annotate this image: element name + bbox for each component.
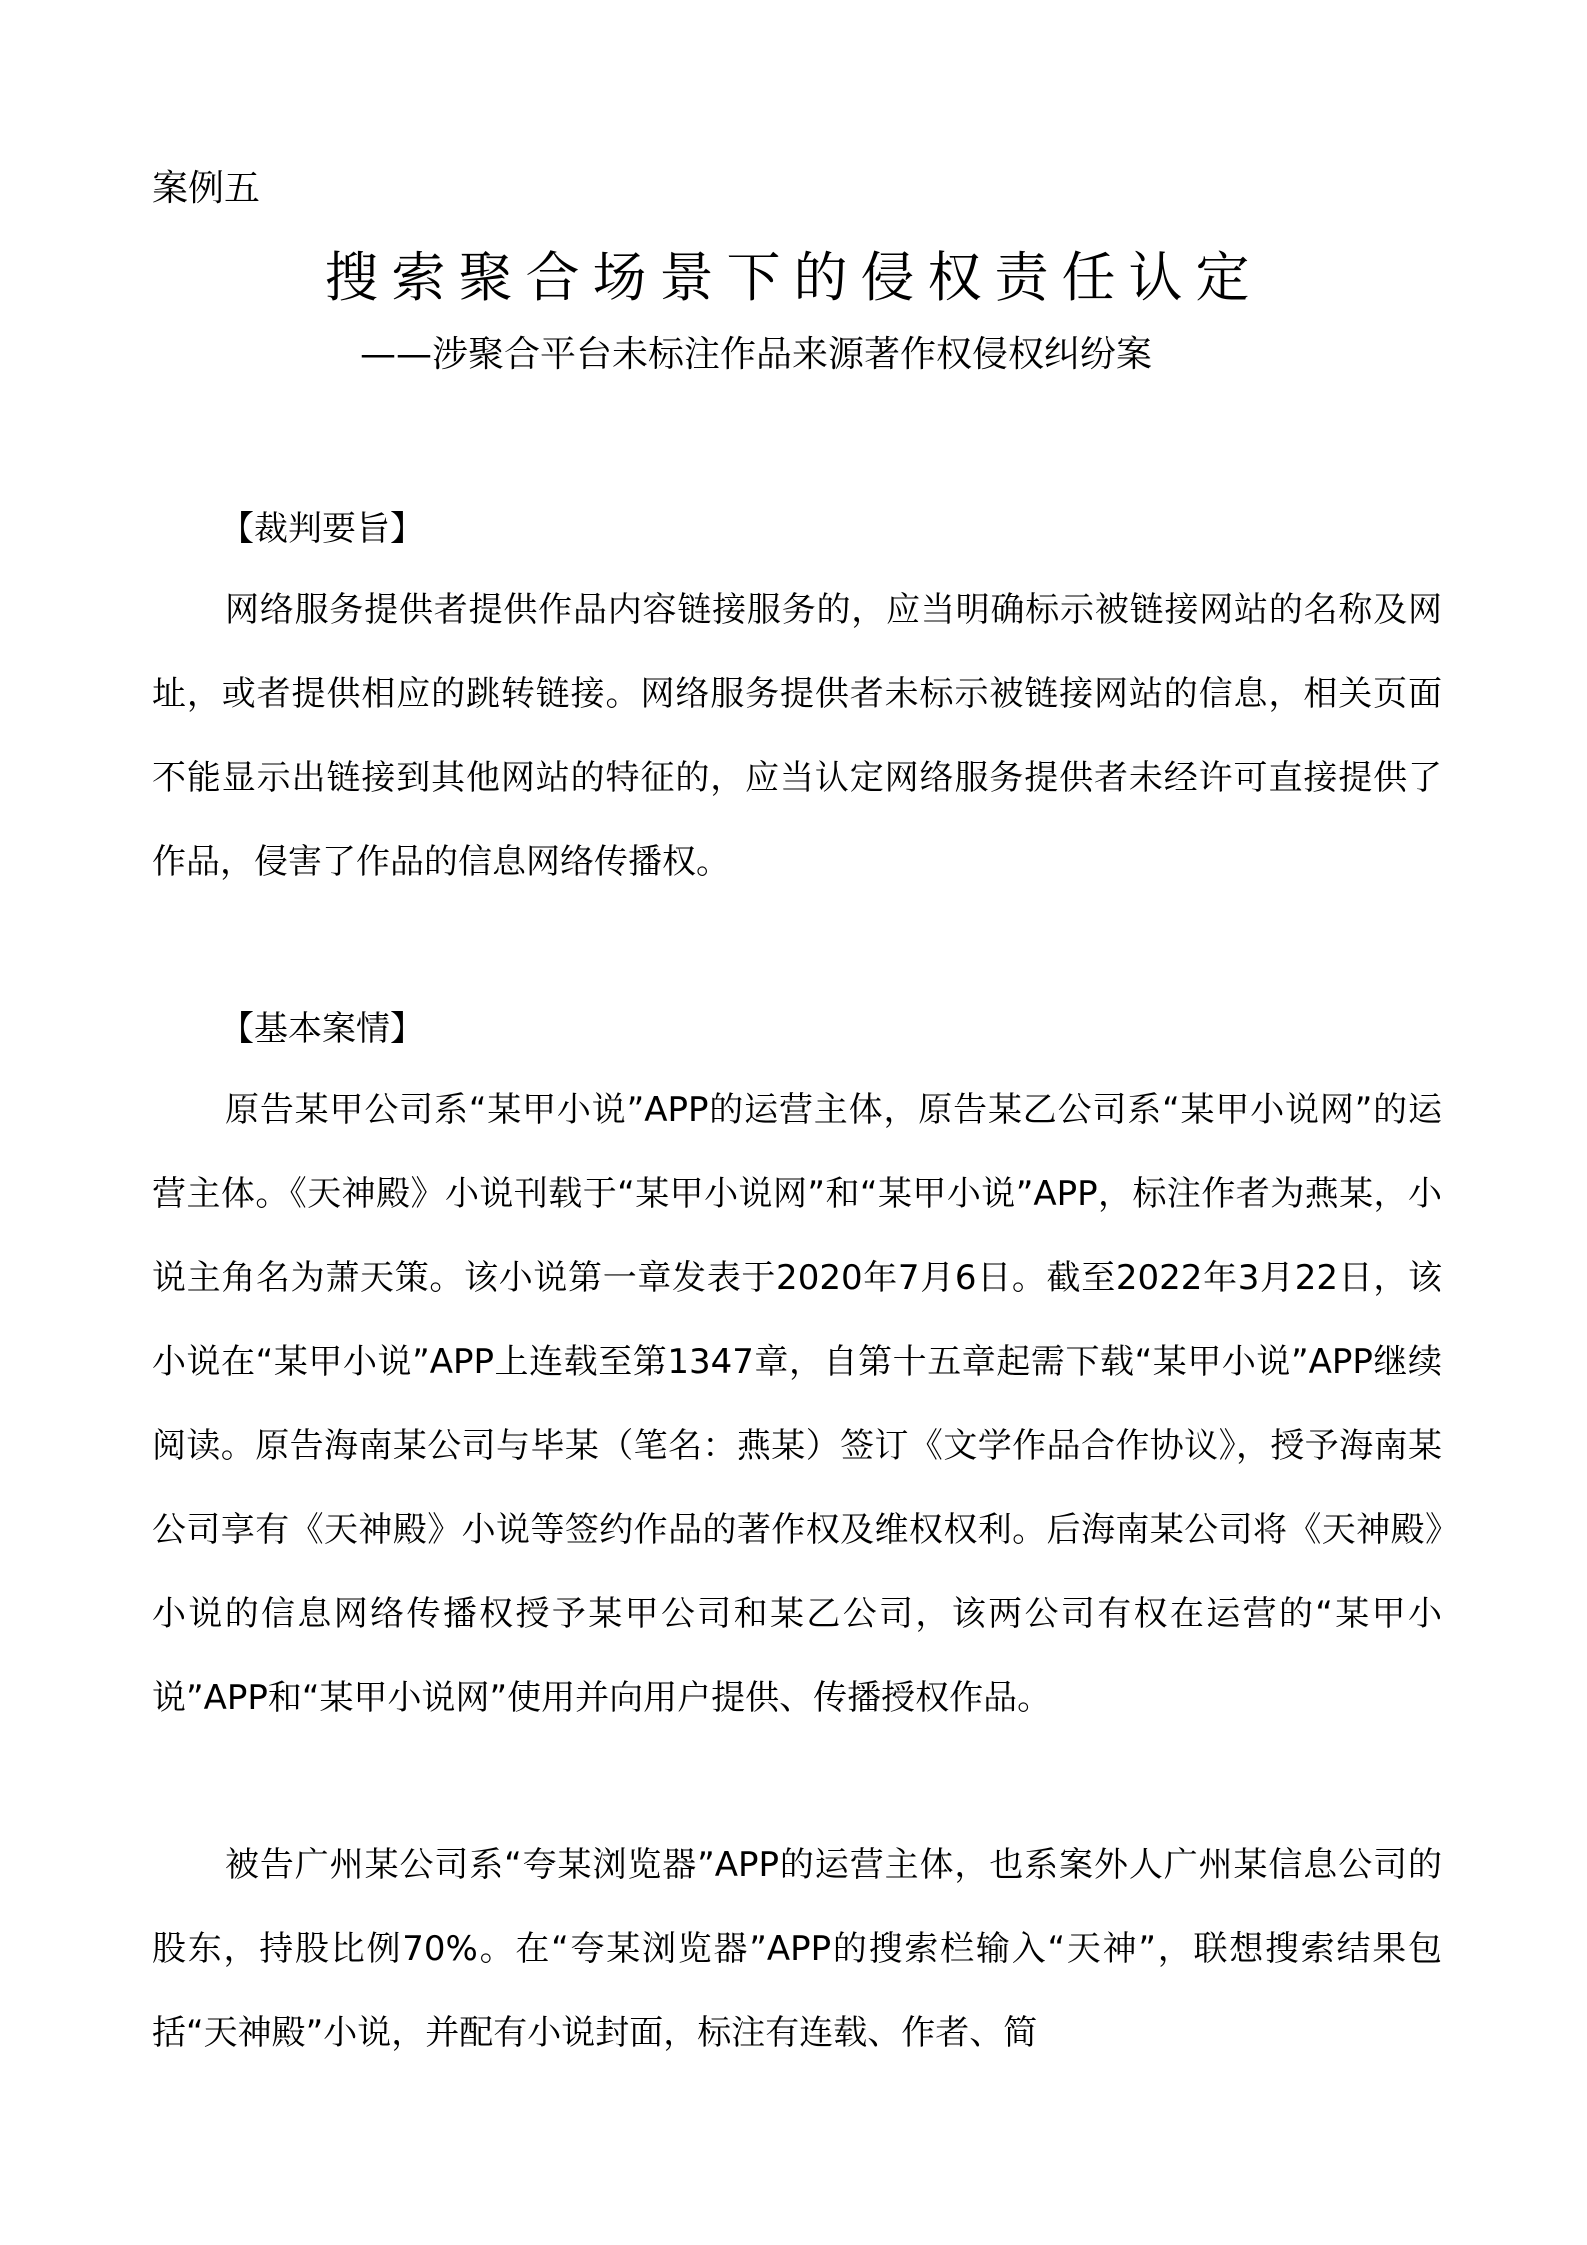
judgment-gist-paragraph: 网络服务提供者提供作品内容链接服务的，应当明确标示被链接网站的名称及网址，或者提供相应的跳转链接。网络服务提供者未标示被链接网站的信息，相关页面不能显示出链接到其他网站的特征的，应当认定网络服务提供者未经许可直接提供了作品，侵害了作品的信息网络传播权。: [152, 590, 1442, 882]
case-subtitle: ——涉聚合平台未标注作品来源著作权侵权纠纷案: [360, 334, 1153, 375]
section-heading-basic-facts: 【基本案情】: [220, 1009, 424, 1049]
case-title: 搜索聚合场景下的侵权责任认定: [324, 246, 1263, 309]
basic-facts-paragraph-2: 被告广州某公司系“夸某浏览器”APP的运营主体，也系案外人广州某信息公司的股东，持股比例70%。在“夸某浏览器”APP的搜索栏输入“天神”，联想搜索结果包括“天神殿”小说，并配有小说封面，标注有连载、作者、简: [152, 1845, 1442, 2053]
basic-facts-paragraph-1: 原告某甲公司系“某甲小说”APP的运营主体，原告某乙公司系“某甲小说网”的运营主体。《天神殿》小说刊载于“某甲小说网”和“某甲小说”APP，标注作者为燕某，小说主角名为萧天策。该小说第一章发表于2020年7月6日。截至2022年3月22日，该小说在“某甲小说”APP上连载至第1347章，自第十五章起需下载“某甲小说”APP继续阅读。原告海南某公司与毕某（笔名：燕某）签订《文学作品合作协议》，授予海南某公司享有《天神殿》小说等签约作品的著作权及维权权利。后海南某公司将《天神殿》小说的信息网络传播权授予某甲公司和某乙公司，该两公司有权在运营的“某甲小说”APP和“某甲小说网”使用并向用户提供、传播授权作品。: [152, 1090, 1442, 1718]
case-label: 案例五: [152, 168, 261, 209]
section-heading-judgment-gist: 【裁判要旨】: [220, 509, 424, 549]
